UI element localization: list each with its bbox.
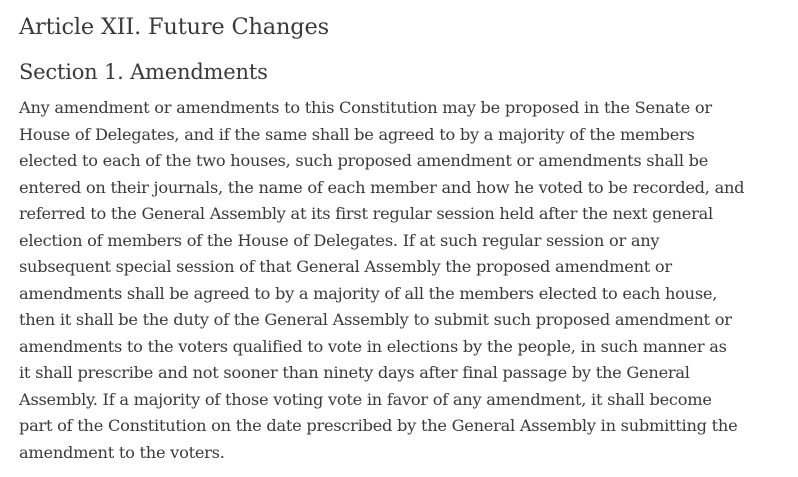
body-line: part of the Constitution on the date prescribed by the General Assembly in submitting the bbox=[19, 416, 738, 435]
body-line: referred to the General Assembly at its first regular session held after the next general bbox=[19, 204, 713, 223]
body-line: elected to each of the two houses, such proposed amendment or amendments shall be bbox=[19, 151, 709, 170]
body-line: election of members of the House of Delegates. If at such regular session or any bbox=[19, 230, 660, 250]
body-line: then it shall be the duty of the General Assembly to submit such proposed amendment or bbox=[19, 310, 732, 329]
body-line: Any amendment or amendments to this Constitution may be proposed in the Senate or bbox=[19, 98, 712, 117]
body-line: it shall prescribe and not sooner than ninety days after final passage by the General bbox=[19, 363, 690, 382]
body-line: entered on their journals, the name of each member and how he voted to be recorded, and bbox=[19, 177, 745, 197]
body-line: subsequent special session of that General Assembly the proposed amendment or bbox=[19, 257, 672, 276]
body-line: House of Delegates, and if the same shall be agreed to by a majority of the members bbox=[19, 124, 695, 144]
section-body bbox=[19, 95, 744, 466]
body-line: amendment to the voters. bbox=[19, 442, 225, 462]
body-line: Assembly. If a majority of those voting vote in favor of any amendment, it shall become bbox=[19, 389, 712, 409]
article-title: Article XII. Future Changes bbox=[19, 14, 329, 40]
section-title: Section 1. Amendments bbox=[19, 60, 268, 84]
body-line: amendments to the voters qualified to vote in elections by the people, in such manner as bbox=[19, 336, 727, 356]
body-line: amendments shall be agreed to by a majority of all the members elected to each house, bbox=[19, 283, 718, 303]
